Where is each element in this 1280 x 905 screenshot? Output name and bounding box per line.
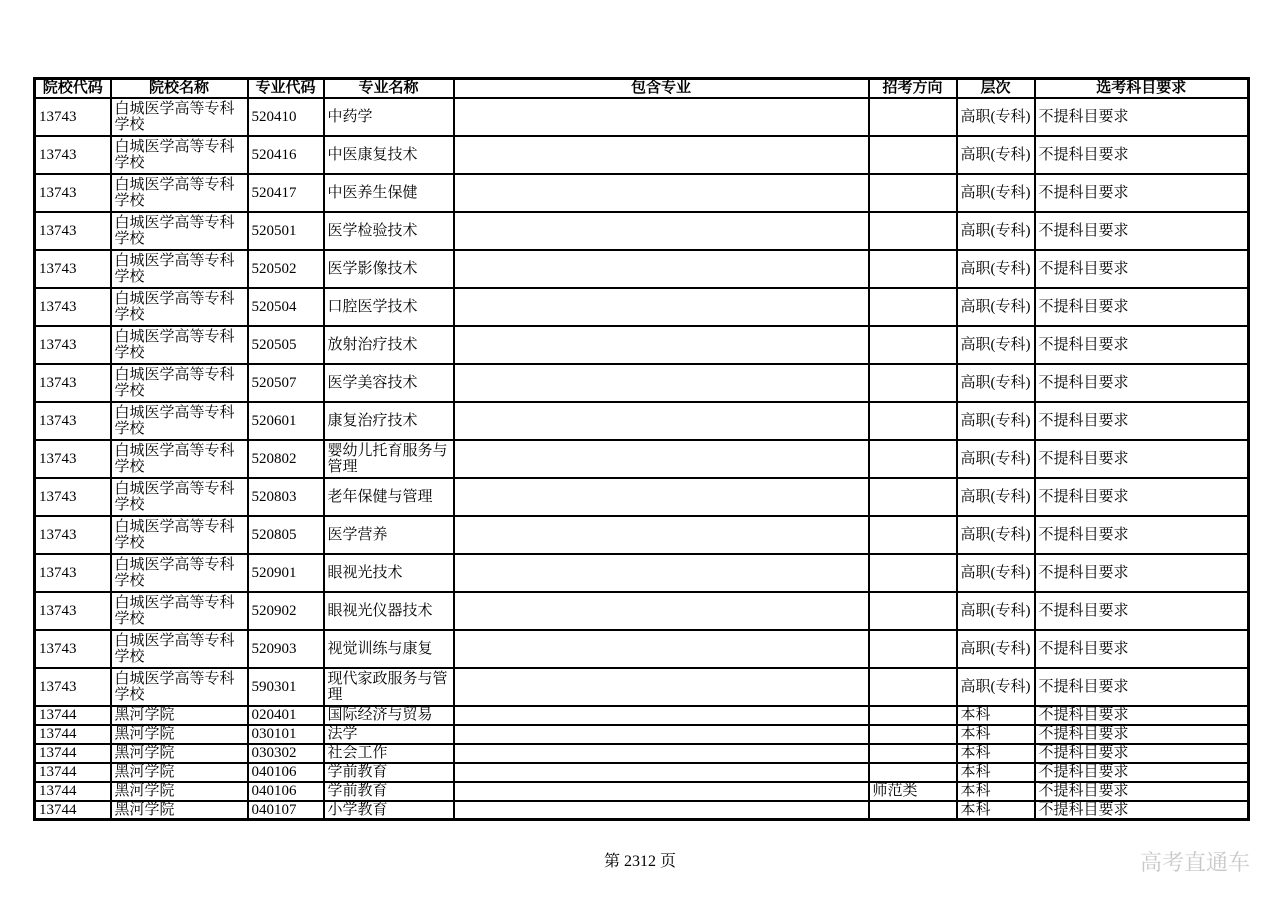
cell-major-code: 520901 bbox=[248, 554, 324, 592]
table-row bbox=[35, 174, 1249, 212]
cell-direction bbox=[869, 440, 957, 478]
cell-level: 高职(专科) bbox=[957, 592, 1035, 630]
cell-major-name: 学前教育 bbox=[324, 782, 454, 801]
cell-college-name: 白城医学高等专科学校 bbox=[111, 98, 248, 136]
cell-college-name: 黑河学院 bbox=[111, 725, 248, 744]
cell-college-name: 白城医学高等专科学校 bbox=[111, 174, 248, 212]
cell-subject-req: 不提科目要求 bbox=[1035, 725, 1249, 744]
cell-major-code: 040106 bbox=[248, 782, 324, 801]
cell-college-name: 黑河学院 bbox=[111, 763, 248, 782]
cell-college-code: 13744 bbox=[35, 782, 111, 801]
cell-college-name: 白城医学高等专科学校 bbox=[111, 440, 248, 478]
cell-college-code: 13743 bbox=[35, 592, 111, 630]
cell-direction bbox=[869, 630, 957, 668]
cell-major-name: 医学影像技术 bbox=[324, 250, 454, 288]
cell-included-majors bbox=[454, 801, 869, 820]
cell-major-code: 520507 bbox=[248, 364, 324, 402]
cell-level: 高职(专科) bbox=[957, 364, 1035, 402]
cell-major-code: 520504 bbox=[248, 288, 324, 326]
cell-college-code: 13743 bbox=[35, 440, 111, 478]
table-row bbox=[35, 554, 1249, 592]
cell-included-majors bbox=[454, 782, 869, 801]
cell-college-name: 白城医学高等专科学校 bbox=[111, 288, 248, 326]
cell-college-code: 13743 bbox=[35, 326, 111, 364]
cell-subject-req: 不提科目要求 bbox=[1035, 250, 1249, 288]
cell-direction bbox=[869, 288, 957, 326]
cell-level: 高职(专科) bbox=[957, 212, 1035, 250]
cell-major-code: 520502 bbox=[248, 250, 324, 288]
table-row bbox=[35, 668, 1249, 706]
col-header-major-code: 专业代码 bbox=[248, 79, 324, 98]
table-row bbox=[35, 725, 1249, 744]
cell-included-majors bbox=[454, 744, 869, 763]
cell-level: 高职(专科) bbox=[957, 668, 1035, 706]
cell-direction bbox=[869, 592, 957, 630]
cell-included-majors bbox=[454, 706, 869, 725]
cell-subject-req: 不提科目要求 bbox=[1035, 706, 1249, 725]
cell-direction bbox=[869, 212, 957, 250]
watermark-text: 高考直通车 bbox=[1139, 850, 1250, 875]
cell-major-name: 口腔医学技术 bbox=[324, 288, 454, 326]
cell-subject-req: 不提科目要求 bbox=[1035, 668, 1249, 706]
cell-college-name: 白城医学高等专科学校 bbox=[111, 554, 248, 592]
cell-college-code: 13743 bbox=[35, 212, 111, 250]
cell-subject-req: 不提科目要求 bbox=[1035, 98, 1249, 136]
cell-college-code: 13743 bbox=[35, 250, 111, 288]
table-row bbox=[35, 763, 1249, 782]
cell-included-majors bbox=[454, 592, 869, 630]
cell-subject-req: 不提科目要求 bbox=[1035, 326, 1249, 364]
cell-subject-req: 不提科目要求 bbox=[1035, 174, 1249, 212]
cell-included-majors bbox=[454, 250, 869, 288]
col-header-major-name: 专业名称 bbox=[324, 79, 454, 98]
cell-college-name: 白城医学高等专科学校 bbox=[111, 364, 248, 402]
cell-included-majors bbox=[454, 763, 869, 782]
cell-college-code: 13743 bbox=[35, 668, 111, 706]
table-row bbox=[35, 250, 1249, 288]
cell-direction: 师范类 bbox=[869, 782, 957, 801]
cell-included-majors bbox=[454, 98, 869, 136]
cell-level: 高职(专科) bbox=[957, 326, 1035, 364]
cell-major-name: 国际经济与贸易 bbox=[324, 706, 454, 725]
cell-direction bbox=[869, 554, 957, 592]
cell-college-code: 13743 bbox=[35, 364, 111, 402]
cell-subject-req: 不提科目要求 bbox=[1035, 212, 1249, 250]
table-row bbox=[35, 706, 1249, 725]
table-row bbox=[35, 326, 1249, 364]
cell-level: 高职(专科) bbox=[957, 98, 1035, 136]
cell-major-name: 社会工作 bbox=[324, 744, 454, 763]
cell-included-majors bbox=[454, 402, 869, 440]
cell-major-name: 老年保健与管理 bbox=[324, 478, 454, 516]
admissions-table bbox=[33, 77, 1250, 821]
cell-college-name: 白城医学高等专科学校 bbox=[111, 630, 248, 668]
cell-college-name: 黑河学院 bbox=[111, 782, 248, 801]
cell-subject-req: 不提科目要求 bbox=[1035, 630, 1249, 668]
cell-college-code: 13743 bbox=[35, 516, 111, 554]
cell-college-name: 白城医学高等专科学校 bbox=[111, 668, 248, 706]
cell-direction bbox=[869, 706, 957, 725]
cell-subject-req: 不提科目要求 bbox=[1035, 402, 1249, 440]
cell-college-code: 13743 bbox=[35, 136, 111, 174]
cell-major-name: 学前教育 bbox=[324, 763, 454, 782]
cell-major-code: 020401 bbox=[248, 706, 324, 725]
cell-major-name: 康复治疗技术 bbox=[324, 402, 454, 440]
cell-direction bbox=[869, 668, 957, 706]
cell-subject-req: 不提科目要求 bbox=[1035, 744, 1249, 763]
cell-level: 高职(专科) bbox=[957, 402, 1035, 440]
cell-college-code: 13744 bbox=[35, 706, 111, 725]
cell-major-name: 眼视光仪器技术 bbox=[324, 592, 454, 630]
cell-college-name: 白城医学高等专科学校 bbox=[111, 516, 248, 554]
cell-college-name: 白城医学高等专科学校 bbox=[111, 592, 248, 630]
cell-included-majors bbox=[454, 554, 869, 592]
cell-college-code: 13743 bbox=[35, 478, 111, 516]
cell-major-name: 中医养生保健 bbox=[324, 174, 454, 212]
cell-college-code: 13744 bbox=[35, 725, 111, 744]
cell-major-name: 中药学 bbox=[324, 98, 454, 136]
cell-direction bbox=[869, 725, 957, 744]
header-row bbox=[35, 79, 1249, 98]
cell-major-name: 视觉训练与康复 bbox=[324, 630, 454, 668]
table-row bbox=[35, 288, 1249, 326]
cell-included-majors bbox=[454, 440, 869, 478]
cell-major-code: 520416 bbox=[248, 136, 324, 174]
table-row bbox=[35, 630, 1249, 668]
cell-college-code: 13744 bbox=[35, 801, 111, 820]
cell-level: 高职(专科) bbox=[957, 516, 1035, 554]
cell-subject-req: 不提科目要求 bbox=[1035, 782, 1249, 801]
cell-college-code: 13743 bbox=[35, 402, 111, 440]
cell-college-name: 白城医学高等专科学校 bbox=[111, 136, 248, 174]
cell-subject-req: 不提科目要求 bbox=[1035, 801, 1249, 820]
cell-subject-req: 不提科目要求 bbox=[1035, 364, 1249, 402]
cell-major-code: 520410 bbox=[248, 98, 324, 136]
col-header-subject-req: 选考科目要求 bbox=[1035, 79, 1249, 98]
cell-direction bbox=[869, 744, 957, 763]
cell-major-code: 520417 bbox=[248, 174, 324, 212]
cell-major-code: 520501 bbox=[248, 212, 324, 250]
col-header-included-majors: 包含专业 bbox=[454, 79, 869, 98]
cell-major-name: 放射治疗技术 bbox=[324, 326, 454, 364]
table-row bbox=[35, 516, 1249, 554]
table-row bbox=[35, 98, 1249, 136]
cell-level: 本科 bbox=[957, 706, 1035, 725]
cell-level: 高职(专科) bbox=[957, 174, 1035, 212]
cell-subject-req: 不提科目要求 bbox=[1035, 440, 1249, 478]
cell-level: 本科 bbox=[957, 801, 1035, 820]
cell-college-code: 13744 bbox=[35, 763, 111, 782]
cell-subject-req: 不提科目要求 bbox=[1035, 516, 1249, 554]
cell-level: 本科 bbox=[957, 782, 1035, 801]
cell-level: 高职(专科) bbox=[957, 554, 1035, 592]
cell-direction bbox=[869, 763, 957, 782]
cell-level: 高职(专科) bbox=[957, 136, 1035, 174]
cell-included-majors bbox=[454, 668, 869, 706]
cell-major-code: 520802 bbox=[248, 440, 324, 478]
cell-college-code: 13743 bbox=[35, 288, 111, 326]
cell-major-name: 小学教育 bbox=[324, 801, 454, 820]
cell-level: 本科 bbox=[957, 744, 1035, 763]
cell-direction bbox=[869, 801, 957, 820]
cell-major-code: 520805 bbox=[248, 516, 324, 554]
cell-direction bbox=[869, 364, 957, 402]
cell-major-name: 法学 bbox=[324, 725, 454, 744]
cell-college-name: 黑河学院 bbox=[111, 801, 248, 820]
cell-college-code: 13743 bbox=[35, 98, 111, 136]
table-row bbox=[35, 801, 1249, 820]
cell-college-name: 黑河学院 bbox=[111, 706, 248, 725]
cell-college-name: 白城医学高等专科学校 bbox=[111, 326, 248, 364]
cell-included-majors bbox=[454, 478, 869, 516]
cell-major-code: 520803 bbox=[248, 478, 324, 516]
cell-direction bbox=[869, 516, 957, 554]
cell-college-name: 白城医学高等专科学校 bbox=[111, 402, 248, 440]
cell-subject-req: 不提科目要求 bbox=[1035, 763, 1249, 782]
cell-included-majors bbox=[454, 364, 869, 402]
cell-college-code: 13744 bbox=[35, 744, 111, 763]
table-row bbox=[35, 402, 1249, 440]
cell-direction bbox=[869, 478, 957, 516]
table-row bbox=[35, 364, 1249, 402]
cell-major-name: 医学检验技术 bbox=[324, 212, 454, 250]
cell-level: 本科 bbox=[957, 763, 1035, 782]
cell-included-majors bbox=[454, 174, 869, 212]
cell-included-majors bbox=[454, 136, 869, 174]
cell-level: 本科 bbox=[957, 725, 1035, 744]
cell-major-name: 现代家政服务与管理 bbox=[324, 668, 454, 706]
cell-subject-req: 不提科目要求 bbox=[1035, 554, 1249, 592]
page-number: 第 2312 页 bbox=[603, 853, 676, 870]
table-row bbox=[35, 212, 1249, 250]
cell-subject-req: 不提科目要求 bbox=[1035, 288, 1249, 326]
cell-level: 高职(专科) bbox=[957, 478, 1035, 516]
cell-direction bbox=[869, 174, 957, 212]
cell-college-name: 白城医学高等专科学校 bbox=[111, 212, 248, 250]
cell-major-name: 医学美容技术 bbox=[324, 364, 454, 402]
cell-direction bbox=[869, 136, 957, 174]
cell-included-majors bbox=[454, 725, 869, 744]
cell-major-code: 520505 bbox=[248, 326, 324, 364]
cell-major-name: 眼视光技术 bbox=[324, 554, 454, 592]
cell-major-code: 520902 bbox=[248, 592, 324, 630]
cell-college-code: 13743 bbox=[35, 554, 111, 592]
cell-major-code: 030101 bbox=[248, 725, 324, 744]
cell-college-code: 13743 bbox=[35, 630, 111, 668]
cell-level: 高职(专科) bbox=[957, 440, 1035, 478]
cell-included-majors bbox=[454, 326, 869, 364]
cell-direction bbox=[869, 402, 957, 440]
cell-college-code: 13743 bbox=[35, 174, 111, 212]
cell-level: 高职(专科) bbox=[957, 288, 1035, 326]
cell-subject-req: 不提科目要求 bbox=[1035, 136, 1249, 174]
table-row bbox=[35, 440, 1249, 478]
cell-direction bbox=[869, 250, 957, 288]
cell-major-code: 520601 bbox=[248, 402, 324, 440]
cell-major-name: 医学营养 bbox=[324, 516, 454, 554]
cell-included-majors bbox=[454, 288, 869, 326]
cell-level: 高职(专科) bbox=[957, 250, 1035, 288]
cell-direction bbox=[869, 326, 957, 364]
cell-major-name: 婴幼儿托育服务与管理 bbox=[324, 440, 454, 478]
cell-major-code: 040107 bbox=[248, 801, 324, 820]
col-header-college-code: 院校代码 bbox=[35, 79, 111, 98]
cell-included-majors bbox=[454, 630, 869, 668]
col-header-direction: 招考方向 bbox=[869, 79, 957, 98]
cell-included-majors bbox=[454, 516, 869, 554]
cell-college-name: 黑河学院 bbox=[111, 744, 248, 763]
col-header-level: 层次 bbox=[957, 79, 1035, 98]
table-row bbox=[35, 744, 1249, 763]
cell-level: 高职(专科) bbox=[957, 630, 1035, 668]
cell-major-code: 590301 bbox=[248, 668, 324, 706]
cell-major-name: 中医康复技术 bbox=[324, 136, 454, 174]
cell-major-code: 040106 bbox=[248, 763, 324, 782]
cell-college-name: 白城医学高等专科学校 bbox=[111, 250, 248, 288]
table-row bbox=[35, 592, 1249, 630]
cell-subject-req: 不提科目要求 bbox=[1035, 592, 1249, 630]
cell-included-majors bbox=[454, 212, 869, 250]
cell-subject-req: 不提科目要求 bbox=[1035, 478, 1249, 516]
col-header-college-name: 院校名称 bbox=[111, 79, 248, 98]
cell-college-name: 白城医学高等专科学校 bbox=[111, 478, 248, 516]
cell-direction bbox=[869, 98, 957, 136]
cell-major-code: 520903 bbox=[248, 630, 324, 668]
cell-major-code: 030302 bbox=[248, 744, 324, 763]
table-row bbox=[35, 478, 1249, 516]
table-row bbox=[35, 782, 1249, 801]
table-row bbox=[35, 136, 1249, 174]
